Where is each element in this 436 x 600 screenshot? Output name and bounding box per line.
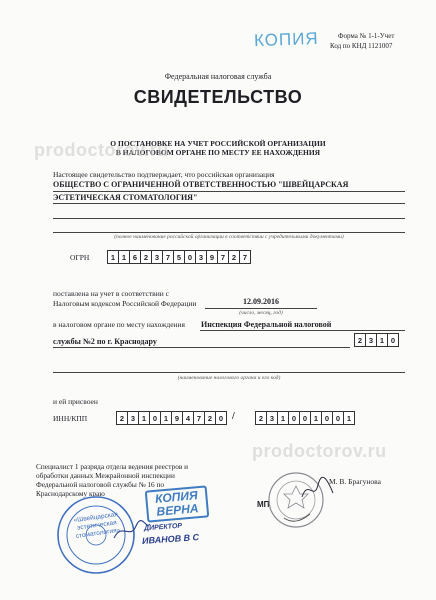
tax-office-code-cells bbox=[354, 333, 398, 347]
ogrn-digit: 7 bbox=[217, 250, 229, 264]
date-caption: (число, месяц, год) bbox=[239, 310, 283, 316]
tax-office-caption: (наименование налогового органа и его код) bbox=[177, 375, 281, 381]
inn-digit: 9 bbox=[171, 411, 183, 425]
signer-title-line-2: обработки данных Межрайонной инспекции bbox=[36, 471, 175, 480]
company-stamp-text: «Швейцарская эстетическая стоматология» bbox=[73, 511, 121, 541]
registration-date: 12.09.2016 bbox=[243, 297, 279, 306]
kopiya-mark: КОПИЯ bbox=[253, 28, 319, 51]
inn-digit: 2 bbox=[204, 411, 216, 425]
tax-office-code-digit: 1 bbox=[376, 333, 388, 347]
kpp-digit: 0 bbox=[332, 411, 344, 425]
inn-digit: 7 bbox=[193, 411, 205, 425]
kpp-digit: 1 bbox=[277, 411, 289, 425]
director-signature-icon bbox=[112, 520, 152, 542]
kpp-cells bbox=[255, 411, 354, 425]
tax-office-code-digit: 3 bbox=[365, 333, 377, 347]
ogrn-digit: 2 bbox=[228, 250, 240, 264]
tax-office-name-line-1: Инспекция Федеральной налоговой bbox=[201, 320, 332, 329]
ogrn-digit: 3 bbox=[195, 250, 207, 264]
inn-digit: 3 bbox=[127, 411, 139, 425]
ogrn-digit: 7 bbox=[239, 250, 251, 264]
kpp-digit: 0 bbox=[321, 411, 333, 425]
org-name-line-1: ОБЩЕСТВО С ОГРАНИЧЕННОЙ ОТВЕТСТВЕННОСТЬЮ "ШВЕЙЦАРСКАЯ bbox=[53, 180, 349, 189]
signer-title-line-1: Специалист 1 разряда отдела ведения реестров и bbox=[36, 462, 189, 471]
org-caption: (полное наименование российской организации в соответствии с учредительными документами) bbox=[114, 234, 344, 240]
inn-cells bbox=[116, 411, 226, 425]
watermark-top: prodoctorov.ru bbox=[34, 140, 169, 160]
intro-text: Настоящее свидетельство подтверждает, что российская организация bbox=[53, 170, 275, 179]
copy-certified-stamp bbox=[145, 485, 210, 522]
ogrn-digit: 0 bbox=[184, 250, 196, 264]
ogrn-label: ОГРН bbox=[70, 253, 90, 262]
director-title: ДИРЕКТОР bbox=[143, 522, 183, 533]
inn-digit: 1 bbox=[138, 411, 150, 425]
mp-label: МП bbox=[257, 500, 270, 509]
assigned-text: и ей присвоен bbox=[53, 397, 98, 406]
inn-digit: 4 bbox=[182, 411, 194, 425]
tax-office-name-line-2: службы №2 по г. Краснодару bbox=[53, 337, 157, 346]
ogrn-digit: 1 bbox=[107, 250, 119, 264]
tax-office-prefix: в налоговом органе по месту нахождения bbox=[53, 320, 186, 329]
ogrn-digit: 1 bbox=[118, 250, 130, 264]
kpp-digit: 3 bbox=[266, 411, 278, 425]
signer-name: М. В. Брагунова bbox=[329, 477, 381, 486]
ogrn-digit: 5 bbox=[173, 250, 185, 264]
kpp-digit: 1 bbox=[310, 411, 322, 425]
copy-stamp-line-1: КОПИЯ bbox=[154, 488, 199, 506]
subtitle-line-2: В НАЛОГОВОМ ОРГАНЕ ПО МЕСТУ ЕЕ НАХОЖДЕНИЯ bbox=[115, 148, 321, 157]
watermark-bottom: prodoctorov.ru bbox=[252, 441, 387, 461]
ogrn-digit: 6 bbox=[129, 250, 141, 264]
document-title: СВИДЕТЕЛЬСТВО bbox=[133, 87, 303, 107]
copy-stamp-line-2: ВЕРНА bbox=[155, 501, 200, 519]
org-name-line-2: ЭСТЕТИЧЕСКАЯ СТОМАТОЛОГИЯ" bbox=[53, 193, 198, 202]
inn-kpp-separator: / bbox=[232, 411, 235, 422]
subtitle-line-1: О ПОСТАНОВКЕ НА УЧЕТ РОССИЙСКОЙ ОРГАНИЗАЦИИ bbox=[110, 139, 326, 148]
inn-digit: 0 bbox=[149, 411, 161, 425]
knd-code: Код по КНД 1121007 bbox=[330, 42, 393, 50]
signature-icon bbox=[300, 475, 335, 505]
kpp-digit: 1 bbox=[343, 411, 355, 425]
registered-line-1: поставлена на учет в соответствии с bbox=[53, 289, 169, 298]
form-number: Форма № 1-1-Учет bbox=[338, 32, 395, 40]
ogrn-cells bbox=[107, 250, 250, 264]
ogrn-digit: 9 bbox=[206, 250, 218, 264]
director-name: ИВАНОВ В С bbox=[141, 532, 200, 546]
inn-digit: 2 bbox=[116, 411, 128, 425]
authority-name: Федеральная налоговая служба bbox=[164, 72, 272, 81]
inn-digit: 1 bbox=[160, 411, 172, 425]
tax-office-code-digit: 0 bbox=[387, 333, 399, 347]
kpp-digit: 0 bbox=[299, 411, 311, 425]
ogrn-digit: 7 bbox=[162, 250, 174, 264]
signer-title-line-3: Федеральной налоговой службы № 16 по bbox=[36, 480, 165, 489]
ogrn-digit: 2 bbox=[140, 250, 152, 264]
registered-line-2: Налоговым кодексом Российской Федерации bbox=[53, 299, 197, 308]
tax-office-code-digit: 2 bbox=[354, 333, 366, 347]
signer-title-line-4: Краснодарскому краю bbox=[36, 489, 105, 498]
kpp-digit: 0 bbox=[288, 411, 300, 425]
kpp-digit: 2 bbox=[255, 411, 267, 425]
ogrn-digit: 3 bbox=[151, 250, 163, 264]
inn-digit: 0 bbox=[215, 411, 227, 425]
inn-kpp-label: ИНН/КПП bbox=[53, 414, 88, 423]
